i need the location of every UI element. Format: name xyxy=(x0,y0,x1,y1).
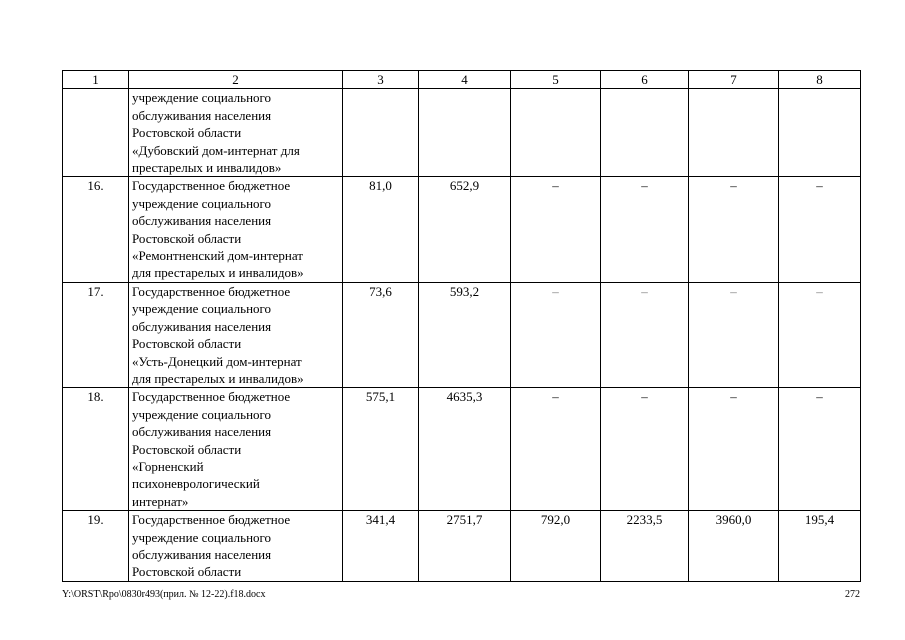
cell-col7: 3960,0 xyxy=(689,511,779,582)
cell-col5: – xyxy=(511,388,601,511)
institution-name: Государственное бюджетное учреждение социального обслуживания населения Ростовской области «Усть-Донецкий дом-интернат для престарелых и инвалидов» xyxy=(129,282,343,387)
table-row xyxy=(63,282,861,387)
institution-name: Государственное бюджетное учреждение социального обслуживания населения Ростовской области «Горненский психоневрологический интернат» xyxy=(129,388,343,511)
cell-col5: – xyxy=(511,177,601,282)
cell-col6: 2233,5 xyxy=(601,511,689,582)
institution-name: учреждение социального обслуживания населения Ростовской области «Дубовский дом-интернат для престарелых и инвалидов» xyxy=(129,89,343,177)
col-header-8: 8 xyxy=(779,71,861,89)
row-number: 16. xyxy=(63,177,129,282)
data-table xyxy=(62,70,861,582)
cell-col8: – xyxy=(779,388,861,511)
row-number: 18. xyxy=(63,388,129,511)
col-header-6: 6 xyxy=(601,71,689,89)
cell-col6: – xyxy=(601,282,689,387)
cell-col8: – xyxy=(779,177,861,282)
page-number: 272 xyxy=(845,589,860,600)
row-number: 19. xyxy=(63,511,129,582)
cell-col4: 593,2 xyxy=(419,282,511,387)
cell-col7: – xyxy=(689,177,779,282)
cell-col7: – xyxy=(689,388,779,511)
cell-col6 xyxy=(601,89,689,177)
cell-col3: 81,0 xyxy=(343,177,419,282)
cell-col8 xyxy=(779,89,861,177)
row-number xyxy=(63,89,129,177)
row-number: 17. xyxy=(63,282,129,387)
cell-col8: 195,4 xyxy=(779,511,861,582)
cell-col7: – xyxy=(689,282,779,387)
cell-col3: 341,4 xyxy=(343,511,419,582)
cell-col3: 575,1 xyxy=(343,388,419,511)
table-row xyxy=(63,511,861,582)
col-header-2: 2 xyxy=(129,71,343,89)
institution-name: Государственное бюджетное учреждение социального обслуживания населения Ростовской области «Ремонтненский дом-интернат для престарелых и инвалидов» xyxy=(129,177,343,282)
cell-col5 xyxy=(511,89,601,177)
col-header-4: 4 xyxy=(419,71,511,89)
col-header-7: 7 xyxy=(689,71,779,89)
cell-col4: 2751,7 xyxy=(419,511,511,582)
cell-col5: – xyxy=(511,282,601,387)
header-row xyxy=(63,71,861,89)
cell-col4: 4635,3 xyxy=(419,388,511,511)
col-header-5: 5 xyxy=(511,71,601,89)
cell-col3 xyxy=(343,89,419,177)
cell-col6: – xyxy=(601,388,689,511)
cell-col4 xyxy=(419,89,511,177)
institution-name: Государственное бюджетное учреждение социального обслуживания населения Ростовской области xyxy=(129,511,343,582)
cell-col8: – xyxy=(779,282,861,387)
col-header-1: 1 xyxy=(63,71,129,89)
cell-col6: – xyxy=(601,177,689,282)
col-header-3: 3 xyxy=(343,71,419,89)
table-row xyxy=(63,177,861,282)
footer-file-path: Y:\ORST\Rpo\0830r493(прил. № 12-22).f18.docx xyxy=(62,589,266,600)
table-row xyxy=(63,388,861,511)
cell-col7 xyxy=(689,89,779,177)
cell-col5: 792,0 xyxy=(511,511,601,582)
table-row xyxy=(63,89,861,177)
cell-col4: 652,9 xyxy=(419,177,511,282)
cell-col3: 73,6 xyxy=(343,282,419,387)
